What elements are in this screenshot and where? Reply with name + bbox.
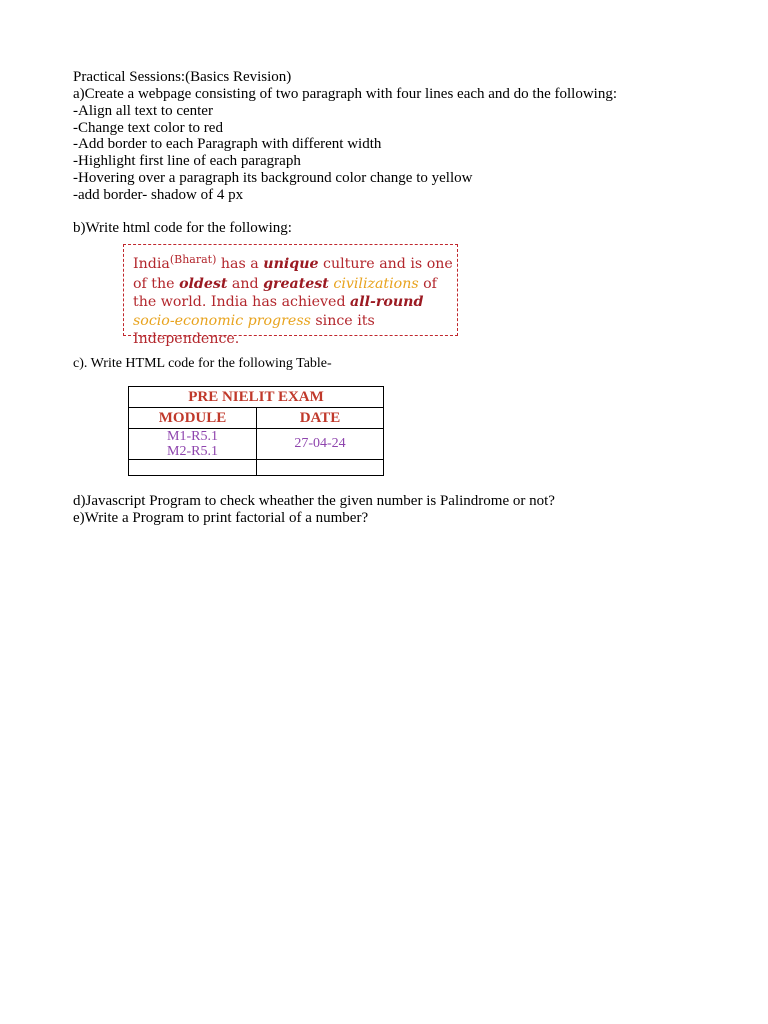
fig-highlight: socio-economic progress xyxy=(133,312,311,329)
question-a-item: -Add border to each Paragraph with different width xyxy=(73,136,382,152)
fig-text: of the world. India has achieved xyxy=(133,275,437,310)
table-title: PRE NIELIT EXAM xyxy=(129,387,384,408)
question-b-heading: b)Write html code for the following: xyxy=(73,220,292,236)
fig-emphasis: all-round xyxy=(350,294,424,310)
table-cell-empty xyxy=(129,460,257,476)
question-a-item: -add border- shadow of 4 px xyxy=(73,187,244,203)
fig-text: and xyxy=(227,275,264,292)
question-a-item: -Hovering over a paragraph its background color change to yellow xyxy=(73,170,473,186)
india-paragraph-figure xyxy=(123,244,458,347)
fig-text: India xyxy=(133,256,170,272)
module-value: M1-R5.1 xyxy=(167,429,218,444)
fig-text: since its Independence. xyxy=(133,312,375,347)
fig-text: culture and is one of the xyxy=(133,256,453,292)
table-cell-empty xyxy=(257,460,384,476)
fig-superscript: (Bharat) xyxy=(169,253,217,266)
question-a-heading: a)Create a webpage consisting of two paragraph with four lines each and do the following: xyxy=(73,86,617,102)
question-e: e)Write a Program to print factorial of a number? xyxy=(73,510,369,526)
question-a-item: -Change text color to red xyxy=(73,120,223,136)
table-header-date: DATE xyxy=(257,408,384,429)
exam-table xyxy=(128,386,384,476)
doc-title: Practical Sessions:(Basics Revision) xyxy=(73,69,292,85)
module-value: M2-R5.1 xyxy=(167,444,218,459)
question-a-item: -Align all text to center xyxy=(73,103,213,119)
question-c-heading: c). Write HTML code for the following Table- xyxy=(73,356,332,371)
fig-emphasis: oldest xyxy=(179,275,228,292)
fig-emphasis: greatest xyxy=(263,275,329,292)
question-d: d)Javascript Program to check wheather the given number is Palindrome or not? xyxy=(73,493,555,509)
fig-emphasis: unique xyxy=(263,256,319,272)
table-cell-modules xyxy=(129,429,257,460)
table-cell-date: 27-04-24 xyxy=(257,429,384,460)
fig-text: has a xyxy=(216,256,264,272)
question-a-item: -Highlight first line of each paragraph xyxy=(73,153,301,169)
table-header-module: MODULE xyxy=(129,408,257,429)
fig-highlight: civilizations xyxy=(333,275,419,292)
